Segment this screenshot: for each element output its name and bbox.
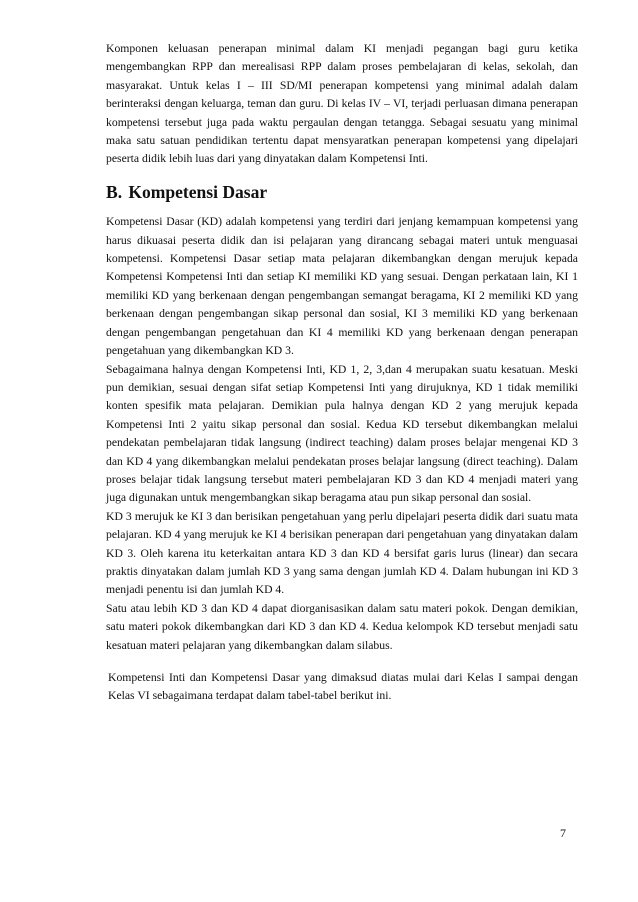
- closing-paragraph: Kompetensi Inti dan Kompetensi Dasar yang dimaksud diatas mulai dari Kelas I sampai dengan Kelas VI sebagaimana terdapat dalam tabel-tabel berikut ini.: [108, 671, 578, 703]
- intro-paragraph: Komponen keluasan penerapan minimal dalam KI menjadi pegangan bagi guru ketika mengembangkan RPP dan merealisasi RPP dalam proses pembelajaran di kelas, sekolah, dan masyarakat. Untuk kelas I – III SD/MI penerapan kompetensi yang minimal adalah dalam berinteraksi dengan keluarga, teman dan guru. Di kelas IV – VI, terjadi perluasan dimana penerapan kompetensi tersebut juga pada waktu pergaulan dengan tetangga. Sebagai sesuatu yang minimal maka satu satuan pendidikan tertentu dapat mensyaratkan penerapan kompetensi yang dipelajari peserta didik lebih luas dari yang dinyatakan dalam Kompetensi Inti.: [106, 42, 578, 166]
- section-number: B.: [106, 181, 123, 202]
- document-page: [106, 40, 578, 706]
- body-paragraph: Kompetensi Dasar (KD) adalah kompetensi yang terdiri dari jenjang kemampuan kompetensi yang harus dikuasai peserta didik dan isi pelajaran yang dirancang sebagai materi untuk menguasai kompetensi. Kompetensi Dasar setiap mata pelajaran dikembangkan dengan merujuk kepada Kompetensi Kompetensi Inti dan setiap KI memiliki KD yang sesuai. Dengan perkataan lain, KI 1 memiliki KD yang berkenaan dengan pengembangan semangat beragama, KI 2 memiliki KD yang berkenaan dengan pengembangan sikap personal dan sosial, KI 3 memiliki KD yang berkenaan dengan pengembangan pengetahuan dan KI 4 memiliki KD yang berkenaan dengan penerapan pengetahuan yang dikembangkan KD 3.: [106, 215, 578, 358]
- body-paragraph: Satu atau lebih KD 3 dan KD 4 dapat diorganisasikan dalam satu materi pokok. Dengan demikian, satu materi pokok dikembangkan dari KD 3 dan KD 4. Kedua kelompok KD tersebut menjadi satu kesatuan materi pelajaran yang dikembangkan dalam silabus.: [106, 601, 578, 652]
- section-heading: [106, 183, 578, 201]
- page-number: 7: [560, 826, 566, 840]
- section-title: Kompetensi Dasar: [128, 181, 268, 202]
- body-paragraph: KD 3 merujuk ke KI 3 dan berisikan pengetahuan yang perlu dipelajari peserta didik dari suatu mata pelajaran. KD 4 yang merujuk ke KI 4 berisikan penerapan dari pengetahuan yang dinyatakan dalam KD 3. Oleh karena itu keterkaitan antara KD 3 dan KD 4 bersifat garis lurus (linear) dan secara praktis dinyatakan dalam jumlah KD 3 yang sama dengan jumlah KD 4. Dalam hubungan ini KD 3 menjadi penentu isi dan jumlah KD 4.: [106, 509, 578, 597]
- body-paragraph: Sebagaimana halnya dengan Kompetensi Inti, KD 1, 2, 3,dan 4 merupakan suatu kesatuan. Meski pun demikian, sesuai dengan sifat setiap Kompetensi Inti yang dirujuknya, KD 1 tidak memiliki konten spesifik mata pelajaran. Demikian pula halnya dengan KD 2 yang merujuk kepada Kompetensi Inti 2 yaitu sikap personal dan sosial. Kedua KD tersebut dikembangkan melalui pendekatan pembelajaran tidak langsung (indirect teaching) dalam proses belajar mengenai KD 3 dan KD 4 yang dikembangkan melalui pendekatan proses belajar langsung (direct teaching). Dalam proses belajar tidak langsung tersebut materi pembelajaran KD 3 dan KD 4 menjadi materi yang juga digunakan untuk mengembangkan sikap beragama atau pun sikap personal dan sosial.: [106, 362, 578, 505]
